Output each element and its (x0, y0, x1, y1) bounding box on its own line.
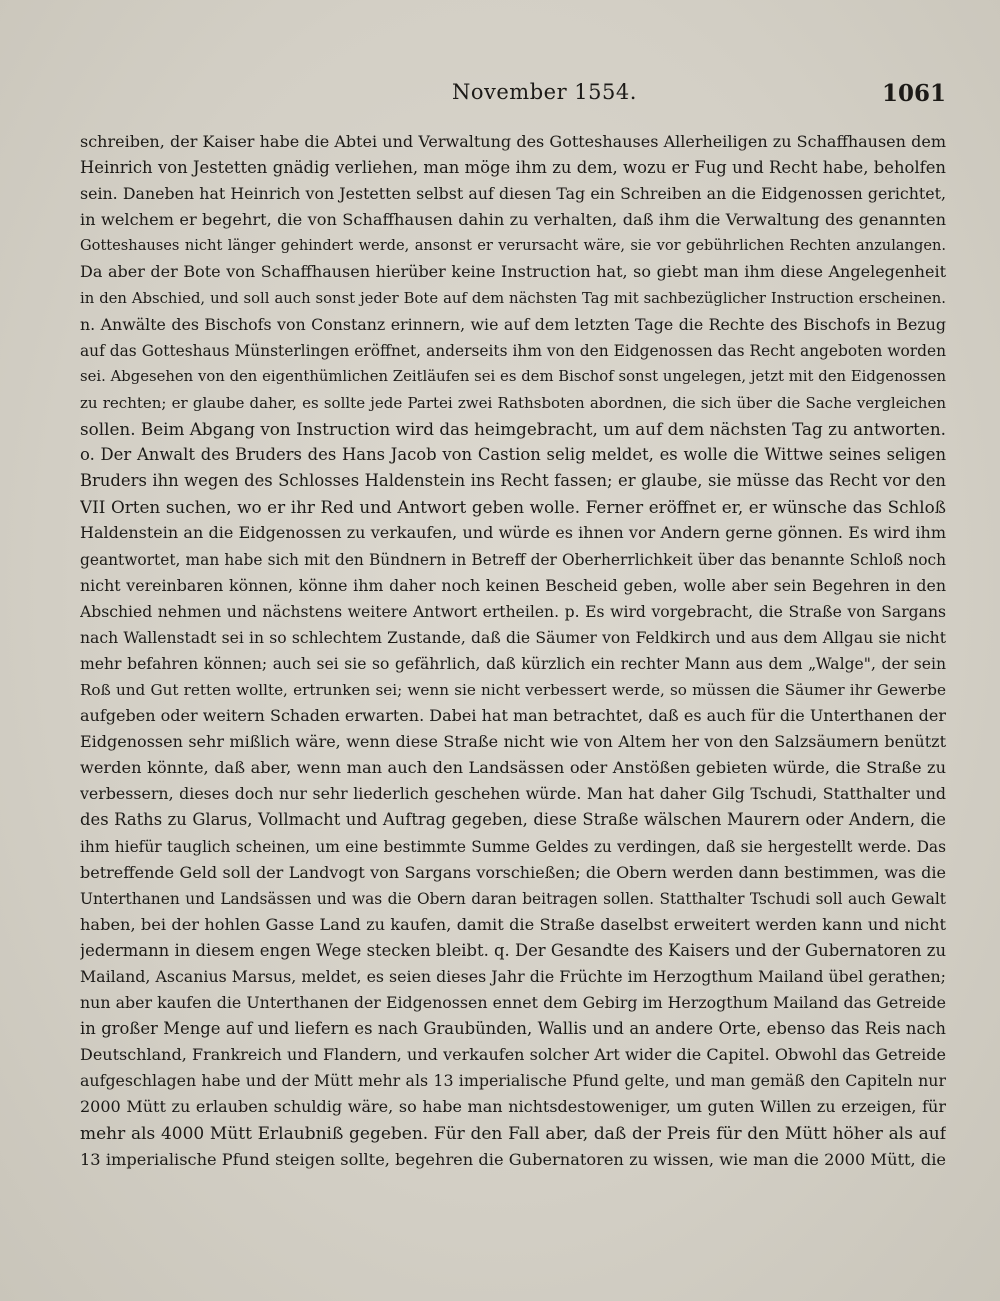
text-line: Mailand, Ascanius Marsus, meldet, es seien dieses Jahr die Früchte im Herzogthum Mailand übel gerathen; (80, 967, 946, 986)
text-line: 2000 Mütt zu erlauben schuldig wäre, so habe man nichtsdestoweniger, um guten Willen zu erzeigen, für (80, 1097, 946, 1117)
text-line: ihm hiefür tauglich scheinen, um eine bestimmte Summe Geldes zu verdingen, daß sie hergestellt werde. Das (80, 837, 946, 856)
text-line: Roß und Gut retten wollte, ertrunken sei; wenn sie nicht verbessert werde, so müssen die Säumer ihr Gewerbe (80, 680, 946, 699)
page-number: 1061 (881, 80, 946, 107)
text-line: werden könnte, daß aber, wenn man auch den Landsässen oder Anstößen gebieten würde, die Straße zu (80, 758, 946, 778)
text-line: Da aber der Bote von Schaffhausen hierüber keine Instruction hat, so giebt man ihm diese Angelegenheit (80, 262, 946, 282)
text-line: des Raths zu Glarus, Vollmacht und Auftrag gegeben, diese Straße wälschen Maurern oder Andern, die (80, 810, 946, 830)
text-line: nun aber kaufen die Unterthanen der Eidgenossen ennet dem Gebirg im Herzogthum Mailand das Getreide (80, 993, 946, 1013)
text-line: sollen. Beim Abgang von Instruction wird das heimgebracht, um auf dem nächsten Tag zu antworten. (80, 419, 946, 440)
text-line: in welchem er begehrt, die von Schaffhausen dahin zu verhalten, daß ihm die Verwaltung des genannten (80, 210, 946, 230)
text-line: mehr befahren können; auch sei sie so gefährlich, daß kürzlich ein rechter Mann aus dem „Walge", der sein (80, 654, 946, 673)
text-line: geantwortet, man habe sich mit den Bündnern in Betreff der Oberherrlichkeit über das benannte Schloß noch (80, 550, 946, 569)
text-line: Gotteshauses nicht länger gehindert werde, ansonst er verursacht wäre, sie vor gebührlichen Rechten anzulangen. (80, 237, 946, 255)
text-line: sein. Daneben hat Heinrich von Jestetten selbst auf diesen Tag ein Schreiben an die Eidgenossen gerichtet, (80, 184, 946, 204)
text-line: n. Anwälte des Bischofs von Constanz erinnern, wie auf dem letzten Tage die Rechte des Bischofs in Bezug (80, 314, 946, 334)
text-line: aufgeschlagen habe und der Mütt mehr als 13 imperialische Pfund gelte, und man gemäß den Capiteln nur (80, 1071, 946, 1091)
text-line: haben, bei der hohlen Gasse Land zu kaufen, damit die Straße daselbst erweitert werden kann und nicht (80, 914, 946, 934)
text-line: Abschied nehmen und nächstens weitere Antwort ertheilen. p. Es wird vorgebracht, die Straße von Sargans (80, 602, 946, 621)
text-line: o. Der Anwalt des Bruders des Hans Jacob von Castion selig meldet, es wolle die Wittwe seines seligen (80, 445, 946, 465)
text-line: aufgeben oder weitern Schaden erwarten. Dabei hat man betrachtet, daß es auch für die Unterthanen der (80, 706, 946, 726)
text-line: verbessern, dieses doch nur sehr liederlich geschehen würde. Man hat daher Gilg Tschudi, Statthalter und (80, 784, 946, 804)
text-line: mehr als 4000 Mütt Erlaubniß gegeben. Für den Fall aber, daß der Preis für den Mütt höher als auf (80, 1123, 946, 1144)
text-line: sei. Abgesehen von den eigenthümlichen Zeitläufen sei es dem Bischof sonst ungelegen, jetzt mit den Eidgenossen (80, 367, 946, 385)
text-line: VII Orten suchen, wo er ihr Red und Antwort geben wolle. Ferner eröffnet er, er wünsche das Schloß (80, 497, 946, 518)
text-line: Bruders ihn wegen des Schlosses Haldenstein ins Recht fassen; er glaube, sie müsse das Recht vor den (80, 471, 946, 491)
body-text (80, 129, 946, 1173)
text-line: Haldenstein an die Eidgenossen zu verkaufen, und würde es ihnen vor Andern gerne gönnen. Es wird ihm (80, 523, 946, 543)
text-line: betreffende Geld soll der Landvogt von Sargans vorschießen; die Obern werden dann bestimmen, was die (80, 862, 946, 882)
text-line: nicht vereinbaren können, könne ihm daher noch keinen Bescheid geben, wolle aber sein Begehren in den (80, 575, 946, 595)
text-line: in den Abschied, und soll auch sonst jeder Bote auf dem nächsten Tag mit sachbezüglicher Instruction erscheinen. (80, 289, 946, 307)
text-line: jedermann in diesem engen Wege stecken bleibt. q. Der Gesandte des Kaisers und der Gubernatoren zu (80, 940, 946, 960)
text-line: Heinrich von Jestetten gnädig verliehen, man möge ihm zu dem, wozu er Fug und Recht habe, beholfen (80, 158, 946, 178)
text-line: schreiben, der Kaiser habe die Abtei und Verwaltung des Gotteshauses Allerheiligen zu Schaffhausen dem (80, 132, 946, 151)
running-head: November 1554. (452, 80, 637, 104)
text-line: nach Wallenstadt sei in so schlechtem Zustande, daß die Säumer von Feldkirch und aus dem Allgau sie nicht (80, 628, 946, 647)
page-header (80, 80, 946, 110)
text-line: auf das Gotteshaus Münsterlingen eröffnet, anderseits ihm von den Eidgenossen das Recht angeboten worden (80, 341, 946, 360)
text-line: zu rechten; er glaube daher, es sollte jede Partei zwei Rathsboten abordnen, die sich über die Sache vergleichen (80, 393, 946, 412)
text-line: in großer Menge auf und liefern es nach Graubünden, Wallis und an andere Orte, ebenso das Reis nach (80, 1019, 946, 1039)
text-line: Unterthanen und Landsässen und was die Obern daran beitragen sollen. Statthalter Tschudi soll auch Gewalt (80, 889, 946, 908)
text-line: 13 imperialische Pfund steigen sollte, begehren die Gubernatoren zu wissen, wie man die 2000 Mütt, die (80, 1149, 946, 1169)
text-line: Eidgenossen sehr mißlich wäre, wenn diese Straße nicht wie von Altem her von den Salzsäumern benützt (80, 732, 946, 752)
text-line: Deutschland, Frankreich und Flandern, und verkaufen solcher Art wider die Capitel. Obwohl das Getreide (80, 1045, 946, 1065)
